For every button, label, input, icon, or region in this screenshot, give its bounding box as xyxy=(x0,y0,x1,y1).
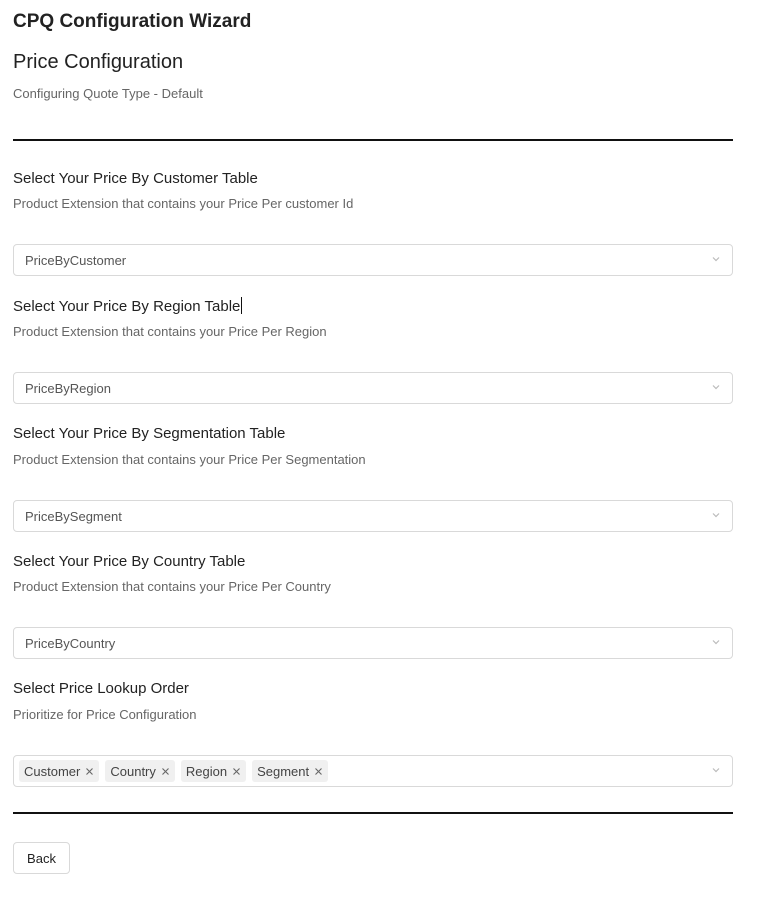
tag-region xyxy=(181,760,246,782)
region-table-title xyxy=(13,297,242,315)
lookup-order-title: Select Price Lookup Order xyxy=(13,680,189,697)
region-table-title-text: Select Your Price By Region Table xyxy=(13,298,241,315)
chevron-down-icon xyxy=(711,637,721,647)
chevron-down-icon xyxy=(711,254,721,264)
tag-label: Segment xyxy=(257,763,310,779)
country-table-select-value: PriceByCountry xyxy=(25,636,116,651)
segmentation-table-description: Product Extension that contains your Price Per Segmentation xyxy=(13,452,366,467)
close-icon[interactable] xyxy=(85,767,94,776)
customer-table-select[interactable] xyxy=(13,244,733,276)
lookup-order-description: Prioritize for Price Configuration xyxy=(13,707,197,722)
close-icon[interactable] xyxy=(314,767,323,776)
text-cursor xyxy=(241,297,242,314)
chevron-down-icon xyxy=(711,765,721,775)
chevron-down-icon xyxy=(711,510,721,520)
region-table-select-value: PriceByRegion xyxy=(25,381,111,396)
chevron-down-icon xyxy=(711,382,721,392)
tag-country xyxy=(105,760,175,782)
bottom-divider xyxy=(13,812,733,814)
page-subtitle: Configuring Quote Type - Default xyxy=(13,86,203,101)
lookup-order-multiselect[interactable] xyxy=(13,755,733,787)
tag-customer xyxy=(19,760,99,782)
lookup-order-tags xyxy=(19,760,328,782)
back-button[interactable]: Back xyxy=(13,842,70,874)
customer-table-select-value: PriceByCustomer xyxy=(25,253,127,268)
tag-label: Country xyxy=(110,763,156,779)
close-icon[interactable] xyxy=(232,767,241,776)
region-table-description: Product Extension that contains your Price Per Region xyxy=(13,324,327,339)
country-table-title: Select Your Price By Country Table xyxy=(13,553,246,570)
country-table-description: Product Extension that contains your Price Per Country xyxy=(13,579,331,594)
customer-table-title: Select Your Price By Customer Table xyxy=(13,170,258,187)
segmentation-table-title: Select Your Price By Segmentation Table xyxy=(13,425,286,442)
app-title: CPQ Configuration Wizard xyxy=(13,11,252,32)
segmentation-table-select[interactable] xyxy=(13,500,733,532)
tag-label: Customer xyxy=(24,763,81,779)
top-divider xyxy=(13,139,733,141)
customer-table-description: Product Extension that contains your Price Per customer Id xyxy=(13,196,354,211)
region-table-select[interactable] xyxy=(13,372,733,404)
segmentation-table-select-value: PriceBySegment xyxy=(25,509,122,524)
tag-segment xyxy=(252,760,328,782)
close-icon[interactable] xyxy=(161,767,170,776)
tag-label: Region xyxy=(185,763,228,779)
page-title: Price Configuration xyxy=(13,51,184,73)
country-table-select[interactable] xyxy=(13,627,733,659)
